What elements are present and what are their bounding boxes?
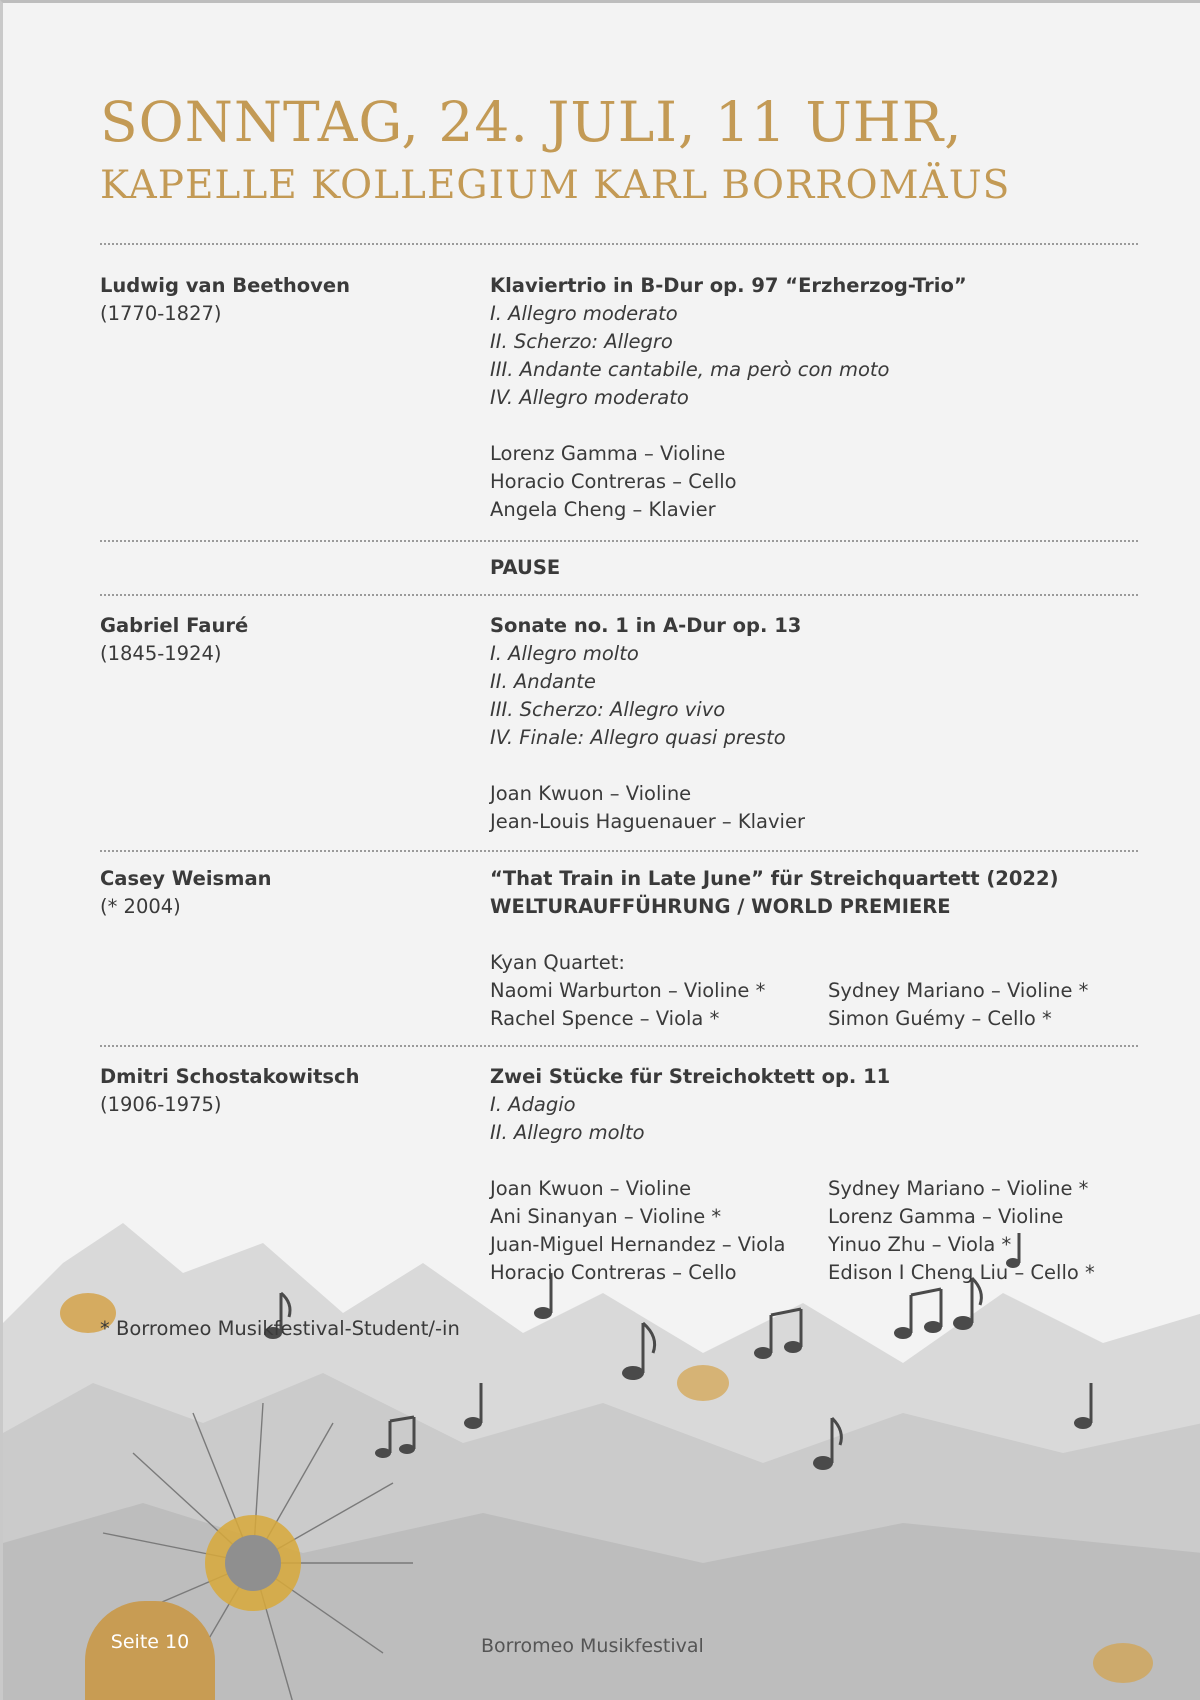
movement: II. Andante [490,670,596,693]
performer: Horacio Contreras – Cello [490,1261,737,1284]
dotted-divider [100,850,1138,852]
work-block [490,612,805,836]
composer-years: (* 2004) [100,895,181,918]
movement: I. Allegro moderato [490,302,678,325]
work-title: Sonate no. 1 in A-Dur op. 13 [490,614,802,637]
performer: Sydney Mariano – Violine * [828,1177,1089,1200]
composer-name: Casey Weisman [100,867,272,890]
performer: Joan Kwuon – Violine [490,1177,692,1200]
movement: I. Allegro molto [490,642,639,665]
pause-label: PAUSE [490,556,561,579]
ensemble-name: Kyan Quartet: [490,951,625,974]
festival-name-footer: Borromeo Musikfestival [481,1635,704,1657]
performer: Ani Sinanyan – Violine * [490,1205,722,1228]
student-footnote: * Borromeo Musikfestival-Student/-in [100,1317,460,1340]
performer-columns [490,1175,1166,1287]
page-number-badge [85,1601,215,1700]
performer: Naomi Warburton – Violine * [490,979,766,1002]
composer-years: (1770-1827) [100,302,222,325]
movement: II. Scherzo: Allegro [490,330,673,353]
dotted-divider [100,1045,1138,1047]
work-title: “That Train in Late June” für Streichquartett (2022) [490,867,1059,890]
page-number: Seite 10 [110,1631,190,1653]
world-premiere-label: WELTURAUFFÜHRUNG / WORLD PREMIERE [490,895,951,918]
performer: Joan Kwuon – Violine [490,782,692,805]
performer: Lorenz Gamma – Violine [828,1205,1064,1228]
composer-block [100,865,272,921]
work-block [490,272,967,524]
composer-years: (1845-1924) [100,642,222,665]
performer: Jean-Louis Haguenauer – Klavier [490,810,805,833]
composer-name: Ludwig van Beethoven [100,274,350,297]
work-title: Klaviertrio in B-Dur op. 97 “Erzherzog-Trio” [490,274,967,297]
performer: Rachel Spence – Viola * [490,1007,720,1030]
composer-block [100,1063,359,1119]
performer: Juan-Miguel Hernandez – Viola [490,1233,786,1256]
performer: Sydney Mariano – Violine * [828,979,1089,1002]
movement: IV. Allegro moderato [490,386,689,409]
movement: III. Andante cantabile, ma però con moto [490,358,890,381]
composer-block [100,612,248,668]
performer: Lorenz Gamma – Violine [490,442,726,465]
concert-venue: KAPELLE KOLLEGIUM KARL BORROMÄUS [100,163,1011,208]
movement: IV. Finale: Allegro quasi presto [490,726,786,749]
dotted-divider [100,594,1138,596]
work-block [490,1063,1166,1287]
work-block [490,865,1166,1033]
movement: II. Allegro molto [490,1121,645,1144]
dotted-divider [100,243,1138,245]
work-title: Zwei Stücke für Streichoktett op. 11 [490,1065,891,1088]
composer-years: (1906-1975) [100,1093,222,1116]
performer-columns [490,977,1166,1033]
concert-date-time: SONNTAG, 24. JULI, 11 UHR, [100,90,963,154]
performer: Edison I Cheng Liu – Cello * [828,1261,1095,1284]
movement: I. Adagio [490,1093,576,1116]
composer-name: Gabriel Fauré [100,614,249,637]
performer: Simon Guémy – Cello * [828,1007,1052,1030]
performer: Horacio Contreras – Cello [490,470,737,493]
composer-block [100,272,350,328]
composer-name: Dmitri Schostakowitsch [100,1065,360,1088]
dotted-divider [100,540,1138,542]
performer: Yinuo Zhu – Viola * [828,1233,1012,1256]
performer: Angela Cheng – Klavier [490,498,716,521]
movement: III. Scherzo: Allegro vivo [490,698,726,721]
